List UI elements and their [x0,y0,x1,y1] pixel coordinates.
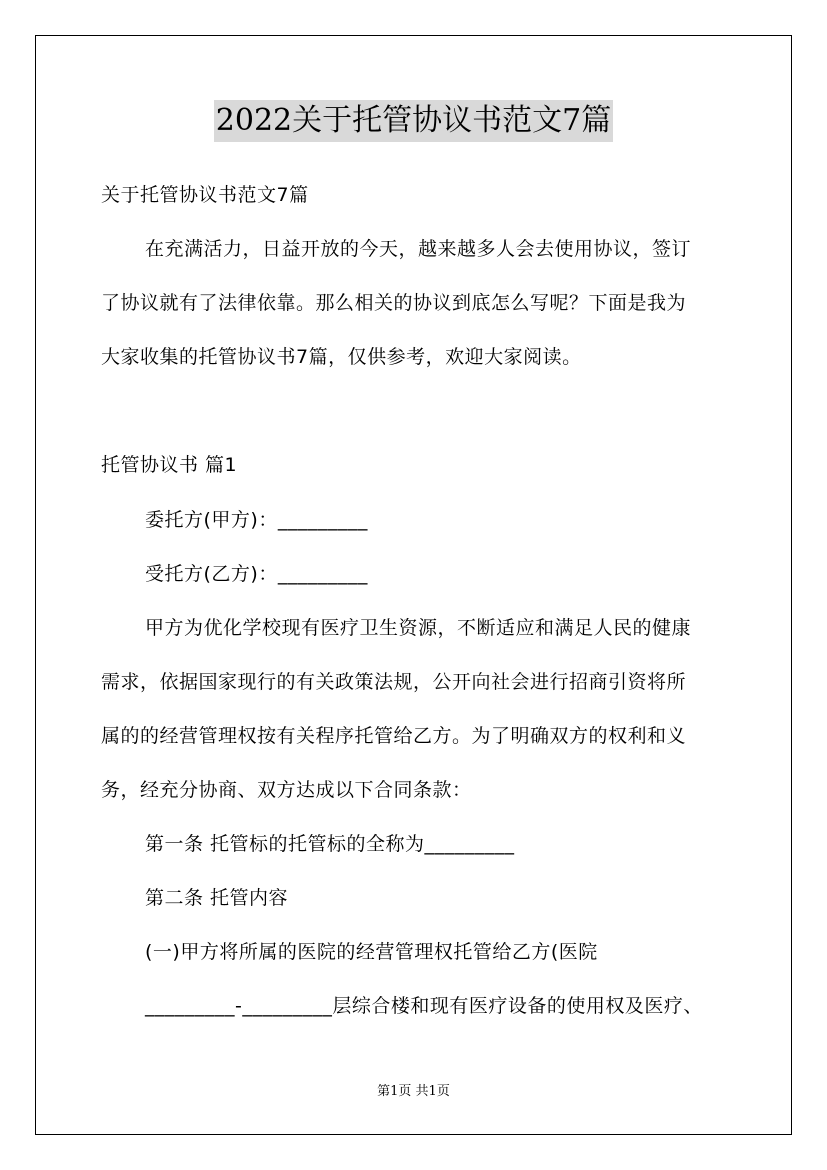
title-container [0,100,827,142]
item-1: (一)甲方将所属的医院的经营管理权托管给乙方(医院 [145,941,598,963]
intro-line-1: 在充满活力，日益开放的今天，越来越多人会去使用协议，签订 [145,238,692,260]
intro-line-3: 大家收集的托管协议书7篇，仅供参考，欢迎大家阅读。 [101,346,582,368]
paragraph-line-4: 务，经充分协商、双方达成以下合同条款： [101,779,472,801]
paragraph-line-2: 需求，依据国家现行的有关政策法规，公开向社会进行招商引资将所 [101,671,687,693]
article-1: 第一条 托管标的托管标的全称为_________ [145,833,515,855]
document-title: 2022关于托管协议书范文7篇 [214,100,613,142]
party-a-line: 委托方(甲方)：_________ [145,509,368,531]
party-b-line: 受托方(乙方)：_________ [145,563,368,585]
paragraph-line-3: 属的的经营管理权按有关程序托管给乙方。为了明确双方的权利和义 [101,725,687,747]
item-1-continued: _________-_________层综合楼和现有医疗设备的使用权及医疗、 [145,995,703,1017]
paragraph-line-1: 甲方为优化学校现有医疗卫生资源，不断适应和满足人民的健康 [145,617,692,639]
section-heading: 托管协议书 篇1 [101,454,238,476]
document-subtitle: 关于托管协议书范文7篇 [101,184,309,206]
article-2: 第二条 托管内容 [145,887,289,909]
page-footer: 第1页 共1页 [377,1084,450,1099]
intro-line-2: 了协议就有了法律依靠。那么相关的协议到底怎么写呢？下面是我为 [101,292,687,314]
